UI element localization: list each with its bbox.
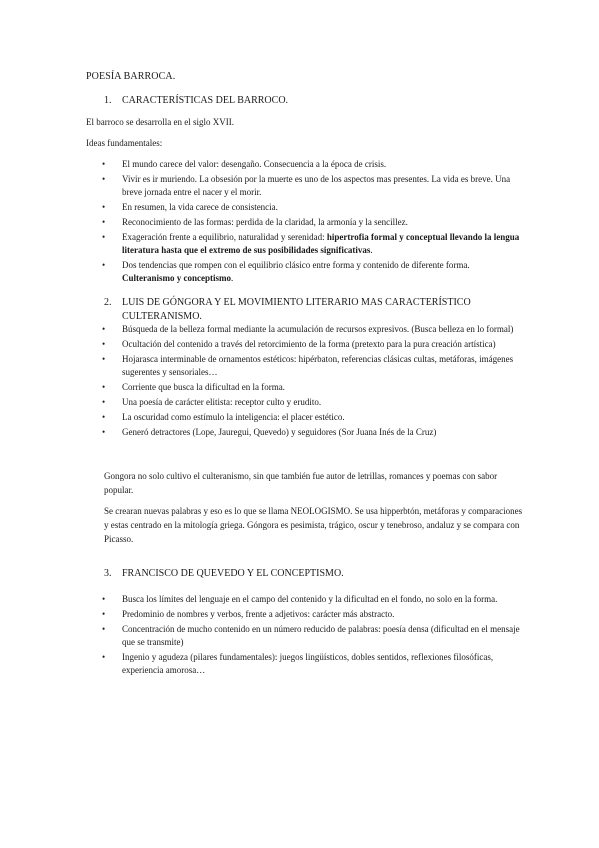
bullet-dot-icon: • xyxy=(102,324,106,334)
section-2-paragraph-2: Se crearan nuevas palabras y eso es lo que se llama NEOLOGISMO. Se usa hipperbtón, metáforas y comparaciones y estas centrado en la mitología griega. Góngora es pesimista, trágico, oscur y tenebroso, andaluz y se compara con Picasso. xyxy=(104,506,523,544)
list-item: • Ingenio y agudeza (pilares fundamentales): juegos lingüísticos, dobles sentidos, reflexiones filosóficas, experiencia amorosa… xyxy=(102,652,494,675)
list-item: • Reconocimiento de las formas: perdida de la claridad, la armonía y la sencillez. xyxy=(102,217,408,227)
bullet-dot-icon: • xyxy=(102,232,106,242)
list-item: • Una poesía de carácter elitista: receptor culto y erudito. xyxy=(102,397,322,407)
list-item: • Ocultación del contenido a través del retorcimiento de la forma (pretexto para la pura creación artística) xyxy=(102,339,496,349)
bullet-dot-icon: • xyxy=(102,594,106,604)
bullet-dot-icon: • xyxy=(102,412,106,422)
list-item: • La oscuridad como estímulo la inteligencia: el placer estético. xyxy=(102,412,345,422)
list-item: • Hojarasca interminable de ornamentos estéticos: hipérbaton, referencias clásicas cultas, metáforas, imágenes sugerentes y sensoriales… xyxy=(102,354,514,377)
bullet-dot-icon: • xyxy=(102,260,106,270)
bullet-dot-icon: • xyxy=(102,427,106,437)
section-1-intro: El barroco se desarrolla en el siglo XVII. xyxy=(86,117,234,127)
section-3-heading xyxy=(104,567,344,581)
bullet-dot-icon: • xyxy=(102,397,106,407)
section-3-title: FRANCISCO DE QUEVEDO Y EL CONCEPTISMO. xyxy=(122,568,344,579)
list-item: • Corriente que busca la dificultad en la forma. xyxy=(102,382,285,392)
bullet-dot-icon: • xyxy=(102,382,106,392)
section-2-bullet-list xyxy=(100,323,520,441)
section-3-number: 3. xyxy=(104,568,112,579)
bullet-dot-icon: • xyxy=(102,624,106,634)
section-2-number: 2. xyxy=(104,297,112,308)
section-1-heading xyxy=(104,94,288,108)
list-item: • Exageración frente a equilibrio, naturalidad y serenidad: hipertrofia formal y conceptual llevando la lengua literatura hasta que el extremo de sus posibilidades significativas. xyxy=(102,232,520,255)
section-2-title-line1: LUIS DE GÓNGORA Y EL MOVIMIENTO LITERARIO MAS CARACTERÍSTICO xyxy=(122,297,471,308)
section-3-bullet-list xyxy=(100,593,520,679)
section-2-title-line2: CULTERANISMO. xyxy=(122,311,202,322)
list-item: • Concentración de mucho contenido en un número reducido de palabras: poesía densa (dificultad en el mensaje que se transmite) xyxy=(102,624,520,647)
bullet-dot-icon: • xyxy=(102,609,106,619)
bullet-dot-icon: • xyxy=(102,339,106,349)
list-item: • Generó detractores (Lope, Jauregui, Quevedo) y seguidores (Sor Juana Inés de la Cruz) xyxy=(102,427,437,437)
list-item: • Búsqueda de la belleza formal mediante la acumulación de recursos expresivos. (Busca belleza en lo formal) xyxy=(102,324,514,334)
section-2-paragraph-1: Gongora no solo cultivo el culteranismo, sin que también fue autor de letrillas, romances y poemas con sabor popular. xyxy=(104,471,498,495)
bullet-dot-icon: • xyxy=(102,202,106,212)
bold-emphasis: Culteranismo y conceptismo xyxy=(122,273,231,283)
list-item: • Busca los límites del lenguaje en el campo del contenido y la dificultad en el fondo, no solo en la forma. xyxy=(102,594,498,604)
ideas-label: Ideas fundamentales: xyxy=(86,138,163,148)
list-item: • Predominio de nombres y verbos, frente a adjetivos: carácter más abstracto. xyxy=(102,609,395,619)
bullet-dot-icon: • xyxy=(102,174,106,184)
document-title: POESÍA BARROCA. xyxy=(86,71,176,82)
list-item: • En resumen, la vida carece de consistencia. xyxy=(102,202,278,212)
bullet-dot-icon: • xyxy=(102,652,106,662)
bullet-dot-icon: • xyxy=(102,354,106,364)
section-1-number: 1. xyxy=(104,95,112,106)
bullet-dot-icon: • xyxy=(102,217,106,227)
list-item: • Vivir es ir muriendo. La obsesión por la muerte es uno de los aspectos mas presentes. La vida es breve. Una breve jornada entre el nacer y el morir. xyxy=(102,174,511,197)
bold-emphasis: hipertrofia formal y conceptual llevando la lengua literatura hasta que el extremo de sus posibilidades significativas xyxy=(122,232,520,255)
section-1-title: CARACTERÍSTICAS DEL BARROCO. xyxy=(122,95,289,106)
list-item: • El mundo carece del valor: desengaño. Consecuencia a la época de crisis. xyxy=(102,159,387,169)
list-item: • Dos tendencias que rompen con el equilibrio clásico entre forma y contenido de diferente forma. Culteranismo y conceptismo. xyxy=(102,260,470,283)
section-2-heading xyxy=(104,296,471,324)
bullet-dot-icon: • xyxy=(102,159,106,169)
section-1-bullet-list xyxy=(100,158,520,287)
